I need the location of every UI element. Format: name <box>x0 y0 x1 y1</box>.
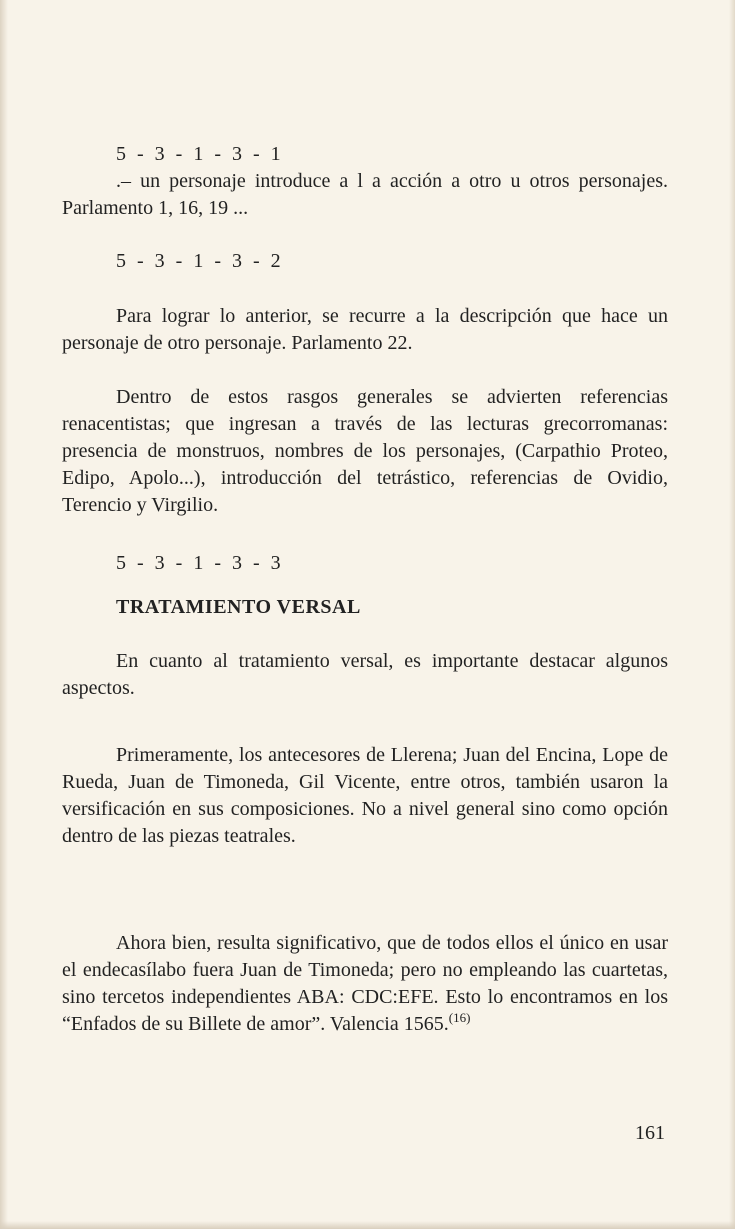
section-title: TRATAMIENTO VERSAL <box>116 596 361 618</box>
paragraph-1: .– un personaje introduce a l a acción a otro u otros personajes. Parlamento 1, 16, 19 ... <box>62 170 668 219</box>
section-number-2: 5 - 3 - 1 - 3 - 2 <box>116 250 284 272</box>
page-right-shadow <box>729 0 735 1229</box>
section-number-1: 5 - 3 - 1 - 3 - 1 <box>116 143 284 165</box>
paragraph-2: Para lograr lo anterior, se recurre a la descripción que hace un personaje de otro personaje. Parlamento 22. <box>62 305 668 354</box>
page-bottom-shadow <box>0 1221 735 1229</box>
paragraph-6-text: Ahora bien, resulta significativo, que de todos ellos el único en usar el endecasílabo fuera Juan de Timoneda; pero no empleando las cuartetas, sino tercetos independientes ABA: CDC:EFE. Esto lo encontramos en los “Enfados de su Billete de amor”. Valencia 1565. <box>62 932 668 1035</box>
paragraph-5: Primeramente, los antecesores de Llerena; Juan del Encina, Lope de Rueda, Juan de Timoneda, Gil Vicente, entre otros, también usaron la versificación en sus composiciones. No a nivel general sino como opción dentro de las piezas teatrales. <box>62 744 668 847</box>
footnote-reference: (16) <box>448 1010 471 1025</box>
paragraph-3: Dentro de estos rasgos generales se advierten referencias renacentistas; que ingresan a través de las lecturas grecorromanas: presencia de monstruos, nombres de los personajes, (Carpathio Proteo, Edipo, Apolo...), introducción del tetrástico, referencias de Ovidio, Terencio y Virgilio. <box>62 386 668 516</box>
section-number-3: 5 - 3 - 1 - 3 - 3 <box>116 552 284 574</box>
paragraph-4: En cuanto al tratamiento versal, es importante destacar algunos aspectos. <box>62 650 668 699</box>
paragraph-6 <box>62 930 668 1038</box>
page-number: 161 <box>635 1122 665 1144</box>
page-left-shadow <box>0 0 8 1229</box>
